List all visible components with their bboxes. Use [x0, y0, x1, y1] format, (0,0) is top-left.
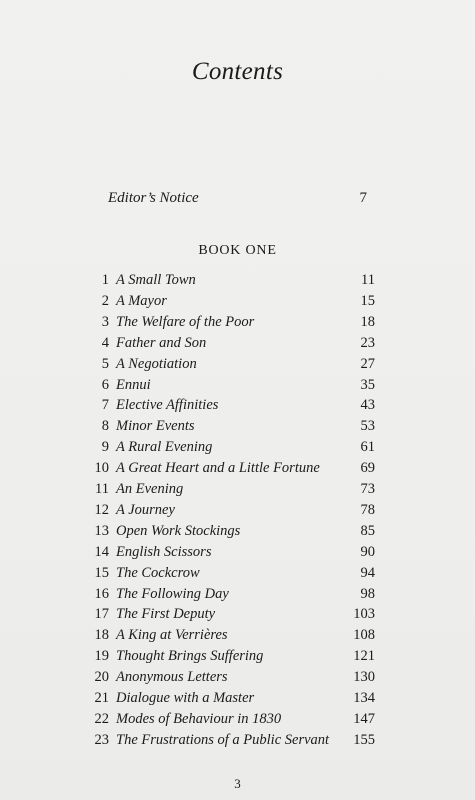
editors-notice-page: 7 [359, 190, 367, 206]
chapter-title: A Rural Evening [116, 439, 213, 456]
toc-entry [0, 565, 475, 585]
toc-entry [0, 418, 475, 438]
chapter-number: 21 [94, 690, 109, 706]
chapter-number: 2 [101, 292, 109, 309]
toc-entry [0, 690, 475, 710]
toc-entry [0, 502, 475, 522]
toc-entry [0, 377, 475, 397]
chapter-number: 22 [94, 710, 109, 727]
toc-entry [0, 606, 475, 626]
page-title: Contents [191, 58, 284, 85]
chapter-number: 23 [94, 731, 109, 748]
chapter-title: The First Deputy [116, 606, 216, 623]
chapter-page: 103 [353, 606, 375, 623]
toc-entry [0, 439, 475, 459]
chapter-page: 27 [360, 355, 375, 372]
chapter-title: Father and Son [116, 334, 207, 351]
chapter-title: The Frustrations of a Public Servant [116, 731, 330, 748]
chapter-page: 69 [360, 460, 375, 477]
chapter-title: A Mayor [116, 292, 167, 309]
chapter-number: 6 [101, 376, 109, 393]
chapter-page: 35 [360, 376, 375, 393]
toc-entry [0, 397, 475, 417]
chapter-title: Elective Affinities [116, 397, 219, 414]
chapter-page: 94 [360, 564, 375, 581]
chapter-number: 13 [94, 522, 109, 539]
toc-entry [0, 586, 475, 606]
chapter-title: An Evening [116, 481, 184, 497]
chapter-title: English Scissors [116, 543, 212, 560]
chapter-page: 121 [353, 648, 375, 665]
chapter-number: 10 [94, 460, 109, 477]
chapter-title: Ennui [116, 376, 151, 393]
chapter-title: A Journey [116, 501, 175, 518]
chapter-page: 53 [360, 418, 375, 435]
chapter-number: 12 [94, 501, 109, 518]
chapter-number: 3 [101, 313, 109, 330]
chapter-title: A Great Heart and a Little Fortune [116, 460, 320, 477]
toc-entry [0, 648, 475, 668]
chapter-number: 1 [101, 272, 109, 288]
chapter-page: 147 [353, 710, 375, 727]
editors-notice-entry [108, 190, 367, 207]
toc-entry [0, 544, 475, 564]
chapter-number: 18 [94, 627, 109, 644]
chapter-number: 17 [94, 606, 109, 623]
toc-entry [0, 523, 475, 543]
chapter-title: Modes of Behaviour in 1830 [116, 710, 282, 727]
toc-entry [0, 335, 475, 355]
chapter-title: Minor Events [116, 418, 195, 435]
chapter-title: The Cockcrow [116, 564, 200, 581]
chapter-title: Open Work Stockings [116, 522, 241, 539]
chapter-number: 16 [94, 585, 109, 602]
chapter-title: A Negotiation [116, 355, 197, 372]
toc-entry [0, 627, 475, 647]
book-heading: BOOK ONE [198, 243, 277, 258]
chapter-page: 130 [353, 669, 375, 686]
chapter-number: 5 [101, 355, 109, 372]
chapter-page: 78 [360, 501, 375, 518]
toc-entry [0, 732, 475, 752]
chapter-page: 73 [360, 481, 375, 497]
toc-entry [0, 356, 475, 376]
chapter-page: 98 [360, 585, 375, 602]
chapter-page: 61 [360, 439, 375, 456]
chapter-page: 90 [360, 543, 375, 560]
chapter-title: Thought Brings Suffering [116, 648, 264, 665]
toc-entry [0, 460, 475, 480]
chapter-page: 108 [353, 627, 375, 644]
toc-entry [0, 481, 475, 501]
chapter-title: The Following Day [116, 585, 229, 602]
chapter-page: 11 [361, 272, 375, 288]
chapter-number: 4 [101, 334, 109, 351]
chapter-page: 18 [360, 313, 375, 330]
page-number: 3 [234, 776, 241, 791]
chapter-number: 8 [101, 418, 109, 435]
chapter-page: 43 [360, 397, 375, 414]
chapter-page: 15 [360, 292, 375, 309]
editors-notice-title: Editor’s Notice [108, 190, 199, 206]
toc-entry [0, 314, 475, 334]
chapter-title: A Small Town [116, 272, 196, 288]
chapter-page: 155 [353, 731, 375, 748]
chapter-number: 11 [95, 481, 109, 497]
chapter-title: The Welfare of the Poor [116, 313, 255, 330]
chapter-number: 19 [94, 648, 109, 665]
chapter-number: 7 [101, 397, 109, 414]
chapter-number: 9 [101, 439, 109, 456]
chapter-title: Dialogue with a Master [116, 690, 255, 706]
chapter-page: 134 [353, 690, 375, 706]
chapter-page: 85 [360, 522, 375, 539]
chapter-number: 14 [94, 543, 109, 560]
toc-entry [0, 272, 475, 292]
chapter-title: A King at Verrières [116, 627, 228, 644]
toc-entry [0, 669, 475, 689]
chapter-title: Anonymous Letters [116, 669, 228, 686]
toc-entry [0, 293, 475, 313]
chapter-page: 23 [360, 334, 375, 351]
toc-entry [0, 711, 475, 731]
chapter-number: 20 [94, 669, 109, 686]
chapter-number: 15 [94, 564, 109, 581]
